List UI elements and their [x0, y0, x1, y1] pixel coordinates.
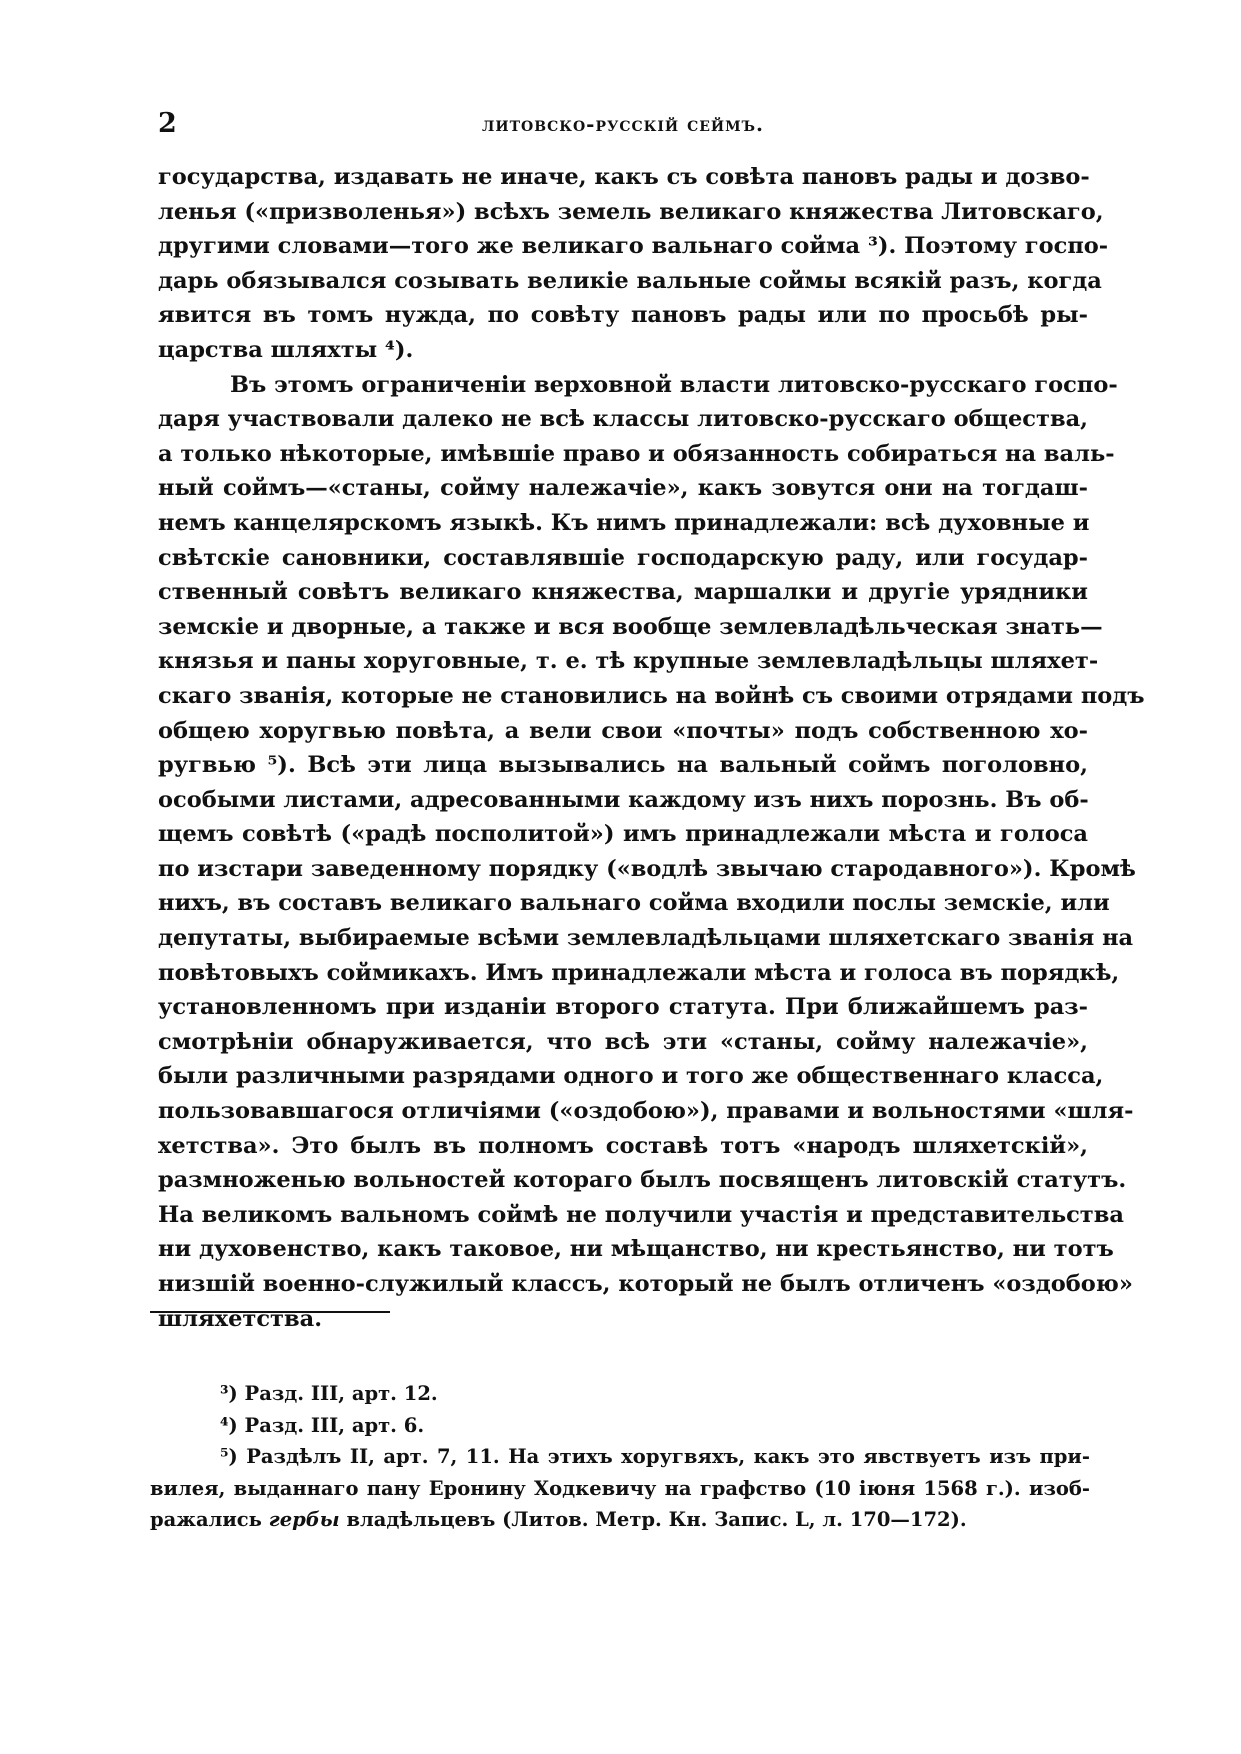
page-header [158, 108, 1088, 148]
text-line: ный соймъ—«станы, сойму належачіе», какъ зовутся они на тогдаш- [158, 475, 1088, 502]
text-line: депутаты, выбираемые всѣми землевладѣльцами шляхетскаго званія на [158, 925, 1134, 952]
text-line: были различными разрядами одного и того же общественнаго класса, [158, 1063, 1104, 1090]
paragraph-1 [158, 160, 1109, 368]
text-line: а только нѣкоторые, имѣвшіе право и обязанность собираться на валь- [158, 440, 1115, 467]
body-text [158, 160, 1145, 1336]
page-number: 2 [158, 108, 177, 139]
text-line: низшій военно-служилый классъ, который не былъ отличенъ «оздобою» [158, 1271, 1133, 1297]
text-line: скаго званія, которые не становились на войнѣ съ своими отрядами подъ [158, 682, 1145, 709]
text-line: На великомъ вальномъ соймѣ не получили участія и представительства [158, 1201, 1124, 1228]
text-line: особыми листами, адресованными каждому изъ нихъ порознь. Въ об- [158, 786, 1089, 813]
text-line: размноженью вольностей котораго былъ посвященъ литовскій статутъ. [158, 1167, 1127, 1194]
text-line: свѣтскіе сановники, составлявшіе господарскую раду, или государ- [158, 544, 1088, 571]
footnote-5-italic-word: гербы [268, 1508, 340, 1531]
paragraph-2 [158, 368, 1145, 1337]
text-line: нихъ, въ составъ великаго вальнаго сойма входили послы земскіе, или [158, 890, 1110, 917]
footnote-5-line-2: вилея, выданнаго пану Еронину Ходкевичу на графство (10 іюня 1568 г.). изоб- [150, 1476, 1090, 1500]
text-line: другими словами—того же великаго вальнаго сойма ³). Поэтому госпо- [158, 233, 1109, 260]
footnote-3: ³) Разд. III, арт. 12. [220, 1382, 438, 1405]
text-line: хетства». Это былъ въ полномъ составѣ тотъ «народъ шляхетскій», [158, 1132, 1088, 1159]
footnote-5-line-3 [150, 1504, 1090, 1536]
text-line: даря участвовали далеко не всѣ классы литовско-русскаго общества, [158, 406, 1088, 433]
text-line: шляхетства. [158, 1305, 323, 1332]
footnote-4: ⁴) Разд. III, арт. 6. [220, 1413, 425, 1437]
text-line: немъ канцелярскомъ языкѣ. Къ нимъ принадлежали: всѣ духовные и [158, 509, 1090, 536]
text-line: пользовавшагося отличіями («оздобою»), правами и вольностями «шля- [158, 1098, 1134, 1125]
text-line: ругвью ⁵). Всѣ эти лица вызывались на вальный соймъ поголовно, [158, 752, 1088, 779]
text-line: ни духовенство, какъ таковое, ни мѣщанство, ни крестьянство, ни тотъ [158, 1236, 1114, 1263]
text-line: установленномъ при изданіи второго статута. При ближайшемъ раз- [158, 994, 1088, 1021]
text-line: Въ этомъ ограниченіи верховной власти литовско-русскаго госпо- [230, 371, 1118, 398]
footnote-5-line-3-end: владѣльцевъ (Литов. Метр. Кн. Запис. L, л. 170—172). [339, 1508, 967, 1531]
text-line: государства, издавать не иначе, какъ съ совѣта пановъ рады и дозво- [158, 164, 1090, 190]
footnotes [150, 1378, 1090, 1536]
text-line: явится въ томъ нужда, по совѣту пановъ рады или по просьбѣ ры- [158, 302, 1088, 329]
footnote-5-line-1: ⁵) Раздѣлъ II, арт. 7, 11. На этихъ хоругвяхъ, какъ это явствуетъ изъ при- [220, 1445, 1090, 1468]
text-line: дарь обязывался созывать великіе вальные соймы всякій разъ, когда [158, 267, 1102, 294]
text-line: повѣтовыхъ соймикахъ. Имъ принадлежали мѣста и голоса въ порядкѣ, [158, 959, 1120, 986]
text-line: щемъ совѣтѣ («радѣ посполитой») имъ принадлежали мѣста и голоса [158, 821, 1088, 848]
text-line: смотрѣніи обнаруживается, что всѣ эти «станы, сойму належачіе», [158, 1028, 1088, 1055]
text-line: по изстари заведенному порядку («водлѣ звычаю стародавного»). Кромѣ [158, 855, 1136, 882]
text-line: царства шляхты ⁴). [158, 336, 414, 363]
footnote-separator [150, 1311, 390, 1313]
text-line: общею хоругвью повѣта, а вели свои «почты» подъ собственною хо- [158, 717, 1088, 744]
text-line: ленья («призволенья») всѣхъ земель великаго княжества Литовскаго, [158, 198, 1104, 225]
footnote-5-line-3-start: ражались [150, 1508, 269, 1531]
text-line: земскіе и дворные, а также и вся вообще землевладѣльческая знать— [158, 613, 1103, 640]
text-line: ственный совѣтъ великаго княжества, маршалки и другіе урядники [158, 579, 1088, 606]
text-line: князья и паны хоруговные, т. е. тѣ крупные землевладѣльцы шляхет- [158, 648, 1099, 675]
running-title: литовско-русскій сеймъ. [482, 112, 764, 136]
